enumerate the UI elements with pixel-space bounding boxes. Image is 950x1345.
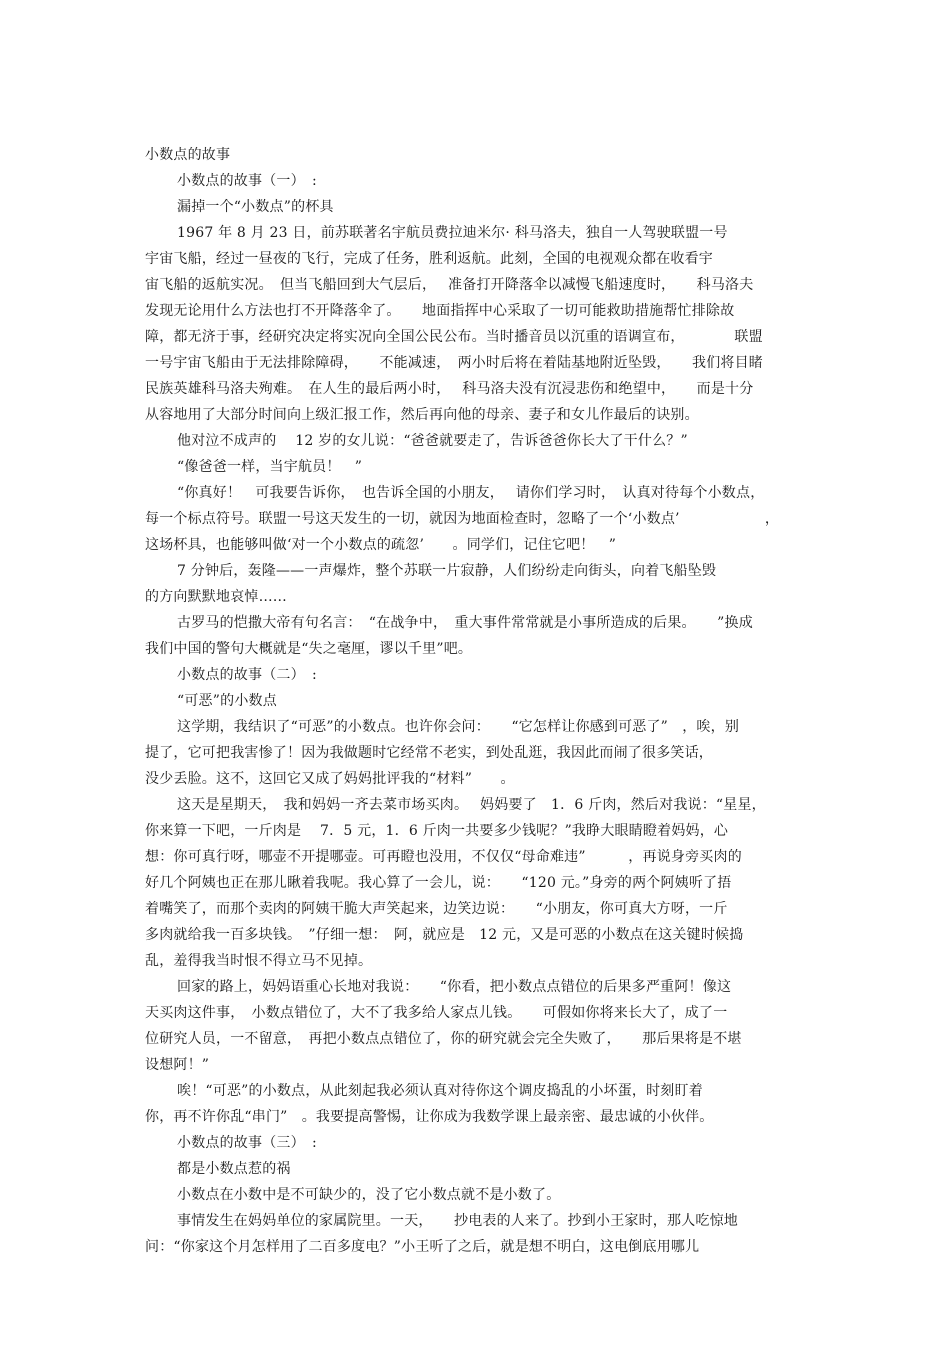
text-line: 1967 年 8 月 23 日，前苏联著名宇航员费拉迪米尔· 科马洛夫，独自一人驾驶联盟一号	[177, 225, 728, 241]
section-heading-3: 小数点的故事（三） :	[177, 1135, 317, 1151]
text-line: 设想阿！”	[145, 1057, 210, 1073]
text-line: 一号宇宙飞船由于无法排除障碍， 不能减速， 两小时后将在着陆基地附近坠毁， 我们将目睹	[145, 355, 763, 371]
text-line: 这天是星期天， 我和妈妈一齐去菜市场买肉。 妈妈要了 1．6 斤肉，然后对我说：“星星，	[177, 797, 766, 813]
text-line: 这学期，我结识了“可恶”的小数点。也许你会问： “它怎样让你感到可恶了” ，唉，别	[177, 719, 740, 735]
text-line: 想：你可真行呀，哪壶不开提哪壶。可再瞪也没用，不仅仅“母命难违” ，再说身旁买肉的	[145, 849, 742, 865]
document-title: 小数点的故事	[145, 147, 231, 163]
text-line: 他对泣不成声的 12 岁的女儿说：“爸爸就要走了，告诉爸爸你长大了干什么？”	[177, 433, 688, 449]
text-line: 提了，它可把我害惨了！因为我做题时它经常不老实，到处乱逛，我因此而闹了很多笑话，	[145, 745, 713, 761]
text-line: 我们中国的警句大概就是“失之毫厘，谬以千里”吧。	[145, 641, 473, 657]
text-line: 这场杯具，也能够叫做‘对一个小数点的疏忽’ 。同学们，记住它吧！ ”	[145, 537, 617, 553]
text-line: 从容地用了大部分时间向上级汇报工作，然后再向他的母亲、妻子和女儿作最后的诀别。	[145, 407, 699, 423]
text-line: “你真好！ 可我要告诉你， 也告诉全国的小朋友， 请你们学习时， 认真对待每个小数点，	[177, 485, 765, 501]
text-line: 好几个阿姨也正在那儿瞅着我呢。我心算了一会儿，说： “120 元。”身旁的两个阿姨听了捂	[145, 875, 732, 891]
text-line: 多肉就给我一百多块钱。 ”仔细一想： 阿，就应是 12 元，又是可恶的小数点在这关键时候捣	[145, 927, 744, 943]
text-line: 每一个标点符号。联盟一号这天发生的一切，就因为地面检查时，忽略了一个‘小数点’ ，	[145, 511, 780, 527]
text-line: 回家的路上，妈妈语重心长地对我说： “你看，把小数点点错位的后果多严重阿！像这	[177, 979, 732, 995]
text-line: 你来算一下吧，一斤肉是 7．5 元，1．6 斤肉一共要多少钱呢？”我睁大眼睛瞪着妈妈，心	[145, 823, 729, 839]
text-line: 天买肉这件事， 小数点错位了，大不了我多给人家点儿钱。 可假如你将来长大了，成了一	[145, 1005, 728, 1021]
text-line: 宙飞船的返航实况。 但当飞船回到大气层后， 准备打开降落伞以减慢飞船速度时， 科马洛夫	[145, 277, 754, 293]
text-line: 乱，羞得我当时恨不得立马不见掉。	[145, 953, 373, 969]
text-line: 障，都无济于事，经研究决定将实况向全国公民公布。当时播音员以沉重的语调宣布， 联盟	[145, 329, 763, 345]
text-line: 小数点在小数中是不可缺少的，没了它小数点就不是小数了。	[177, 1187, 561, 1203]
text-line: 没少丢脸。这不，这回它又成了妈妈批评我的“材料” 。	[145, 771, 515, 787]
story-subtitle-2: “可恶”的小数点	[177, 693, 277, 709]
text-line: 唉！“可恶”的小数点，从此刻起我必须认真对待你这个调皮捣乱的小坏蛋，时刻盯着	[177, 1083, 703, 1099]
text-line: 问：“你家这个月怎样用了二百多度电？”小王听了之后，就是想不明白，这电倒底用哪儿	[145, 1239, 700, 1255]
text-line: 民族英雄科马洛夫殉难。 在人生的最后两小时， 科马洛夫没有沉浸悲伤和绝望中， 而是十分	[145, 381, 754, 397]
text-line: 宇宙飞船，经过一昼夜的飞行，完成了任务，胜利返航。此刻，全国的电视观众都在收看宇	[145, 251, 713, 267]
text-line: 着嘴笑了，而那个卖肉的阿姨干脆大声笑起来，边笑边说： “小朋友，你可真大方呀，一斤	[145, 901, 728, 917]
story-subtitle-3: 都是小数点惹的祸	[177, 1161, 291, 1177]
text-line: 事情发生在妈妈单位的家属院里。一天， 抄电表的人来了。抄到小王家时，那人吃惊地	[177, 1213, 738, 1229]
section-heading-2: 小数点的故事（二） :	[177, 667, 317, 683]
text-line: 位研究人员，一不留意， 再把小数点点错位了，你的研究就会完全失败了， 那后果将是不堪	[145, 1031, 742, 1047]
text-line: 发现无论用什么方法也打不开降落伞了。 地面指挥中心采取了一切可能救助措施帮忙排除故	[145, 303, 735, 319]
section-heading-1: 小数点的故事（一） :	[177, 173, 317, 189]
story-subtitle-1: 漏掉一个“小数点”的杯具	[177, 199, 334, 215]
text-line: “像爸爸一样，当宇航员！ ”	[177, 459, 363, 475]
text-line: 古罗马的恺撒大帝有句名言： “在战争中， 重大事件常常就是小事所造成的后果。 ”换成	[177, 615, 753, 631]
text-line: 7 分钟后，轰隆——一声爆炸，整个苏联一片寂静，人们纷纷走向街头，向着飞船坠毁	[177, 563, 717, 579]
text-line: 你，再不许你乱“串门” 。我要提高警惕，让你成为我数学课上最亲密、最忠诚的小伙伴。	[145, 1109, 714, 1125]
text-line: 的方向默默地哀悼……	[145, 589, 287, 605]
